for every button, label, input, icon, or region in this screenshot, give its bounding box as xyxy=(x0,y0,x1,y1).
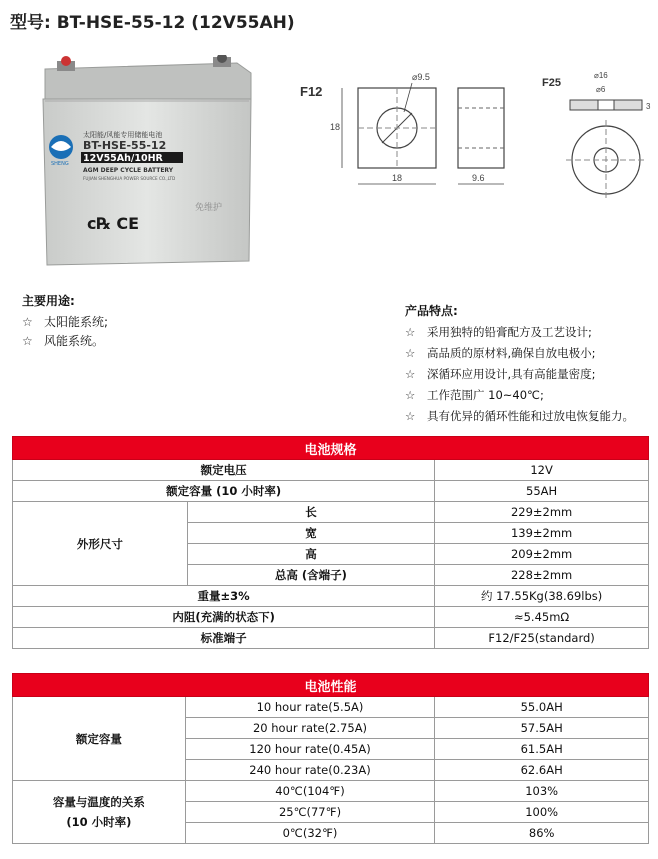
battery-brand: SHENG xyxy=(51,161,69,167)
spec-table-header: 电池规格 xyxy=(13,437,649,460)
table-row: 额定容量 (10 小时率) 55AH xyxy=(13,481,649,502)
f12-label: F12 xyxy=(300,84,323,99)
f12-depth-dim: 9.6 xyxy=(472,173,485,183)
star-icon: ☆ xyxy=(405,388,416,402)
battery-image xyxy=(37,55,259,267)
battery-type: AGM DEEP CYCLE BATTERY xyxy=(83,167,174,174)
battery-label-cn: 太阳能/风能专用储能电池 xyxy=(83,131,163,139)
star-icon: ☆ xyxy=(22,334,33,348)
battery-cert: c℞ CE xyxy=(87,214,140,233)
star-icon: ☆ xyxy=(22,315,33,329)
f12-height-dim: 18 xyxy=(330,122,341,132)
table-row: 内阻(充满的状态下) ≈5.45mΩ xyxy=(13,607,649,628)
dimensions-label: 外形尺寸 xyxy=(13,502,188,586)
table-row: 0℃(32℉) 86% xyxy=(13,823,649,844)
table-row: 120 hour rate(0.45A) 61.5AH xyxy=(13,739,649,760)
temperature-label: 容量与温度的关系 (10 小时率) xyxy=(13,781,186,844)
performance-table-header: 电池性能 xyxy=(13,674,649,697)
main-uses-section xyxy=(22,292,108,353)
list-item: ☆ 具有优异的循环性能和过放电恢复能力。 xyxy=(405,409,634,423)
table-row: 总高 (含端子) 228±2mm xyxy=(13,565,649,586)
list-item: ☆ 太阳能系统; xyxy=(22,315,109,329)
list-item: ☆ 风能系统。 xyxy=(22,334,105,348)
star-icon: ☆ xyxy=(405,409,416,423)
features-section xyxy=(405,302,634,430)
battery-model: BT-HSE-55-12 xyxy=(83,139,167,152)
battery-performance-table xyxy=(12,673,649,844)
table-row: 容量与温度的关系 (10 小时率) 40℃(104℉) 103% xyxy=(13,781,649,802)
f12-width-dim: 18 xyxy=(392,173,403,183)
list-item: ☆ 工作范围广 10~40℃; xyxy=(405,388,544,402)
table-row: 标准端子 F12/F25(standard) xyxy=(13,628,649,649)
f25-height-dim: 3 xyxy=(646,102,651,111)
star-icon: ☆ xyxy=(405,325,416,339)
table-row: 外形尺寸 长 229±2mm xyxy=(13,502,649,523)
f25-terminal-drawing xyxy=(540,68,658,198)
star-icon: ☆ xyxy=(405,367,416,381)
table-row: 25℃(77℉) 100% xyxy=(13,802,649,823)
main-uses-heading: 主要用途: xyxy=(22,294,75,308)
features-heading: 产品特点: xyxy=(405,304,458,318)
table-row: 额定电压 12V xyxy=(13,460,649,481)
list-item: ☆ 深循环应用设计,具有高能量密度; xyxy=(405,367,596,381)
table-row: 额定容量 10 hour rate(5.5A) 55.0AH xyxy=(13,697,649,718)
f12-hole-dim: ⌀9.5 xyxy=(412,72,430,82)
page-title: 型号: BT-HSE-55-12 (12V55AH) xyxy=(10,13,295,33)
table-row: 20 hour rate(2.75A) 57.5AH xyxy=(13,718,649,739)
table-row: 宽 139±2mm xyxy=(13,523,649,544)
star-icon: ☆ xyxy=(405,346,416,360)
list-item: ☆ 高品质的原材料,确保自放电极小; xyxy=(405,346,596,360)
list-item: ☆ 采用独特的铅膏配方及工艺设计; xyxy=(405,325,592,339)
f12-terminal-drawing xyxy=(300,68,525,198)
battery-badge: 免维护 xyxy=(195,203,223,213)
f25-inner-dim: ⌀6 xyxy=(596,85,606,94)
f25-label: F25 xyxy=(542,77,561,89)
table-row: 240 hour rate(0.23A) 62.6AH xyxy=(13,760,649,781)
battery-maker: FUJIAN SHENGHUA POWER SOURCE CO.,LTD xyxy=(83,176,176,181)
table-row: 重量±3% 约 17.55Kg(38.69lbs) xyxy=(13,586,649,607)
table-row: 高 209±2mm xyxy=(13,544,649,565)
capacity-label: 额定容量 xyxy=(13,697,186,781)
battery-rating: 12V55Ah/10HR xyxy=(83,153,163,164)
battery-spec-table xyxy=(12,436,649,649)
f25-outer-dim: ⌀16 xyxy=(594,71,608,80)
